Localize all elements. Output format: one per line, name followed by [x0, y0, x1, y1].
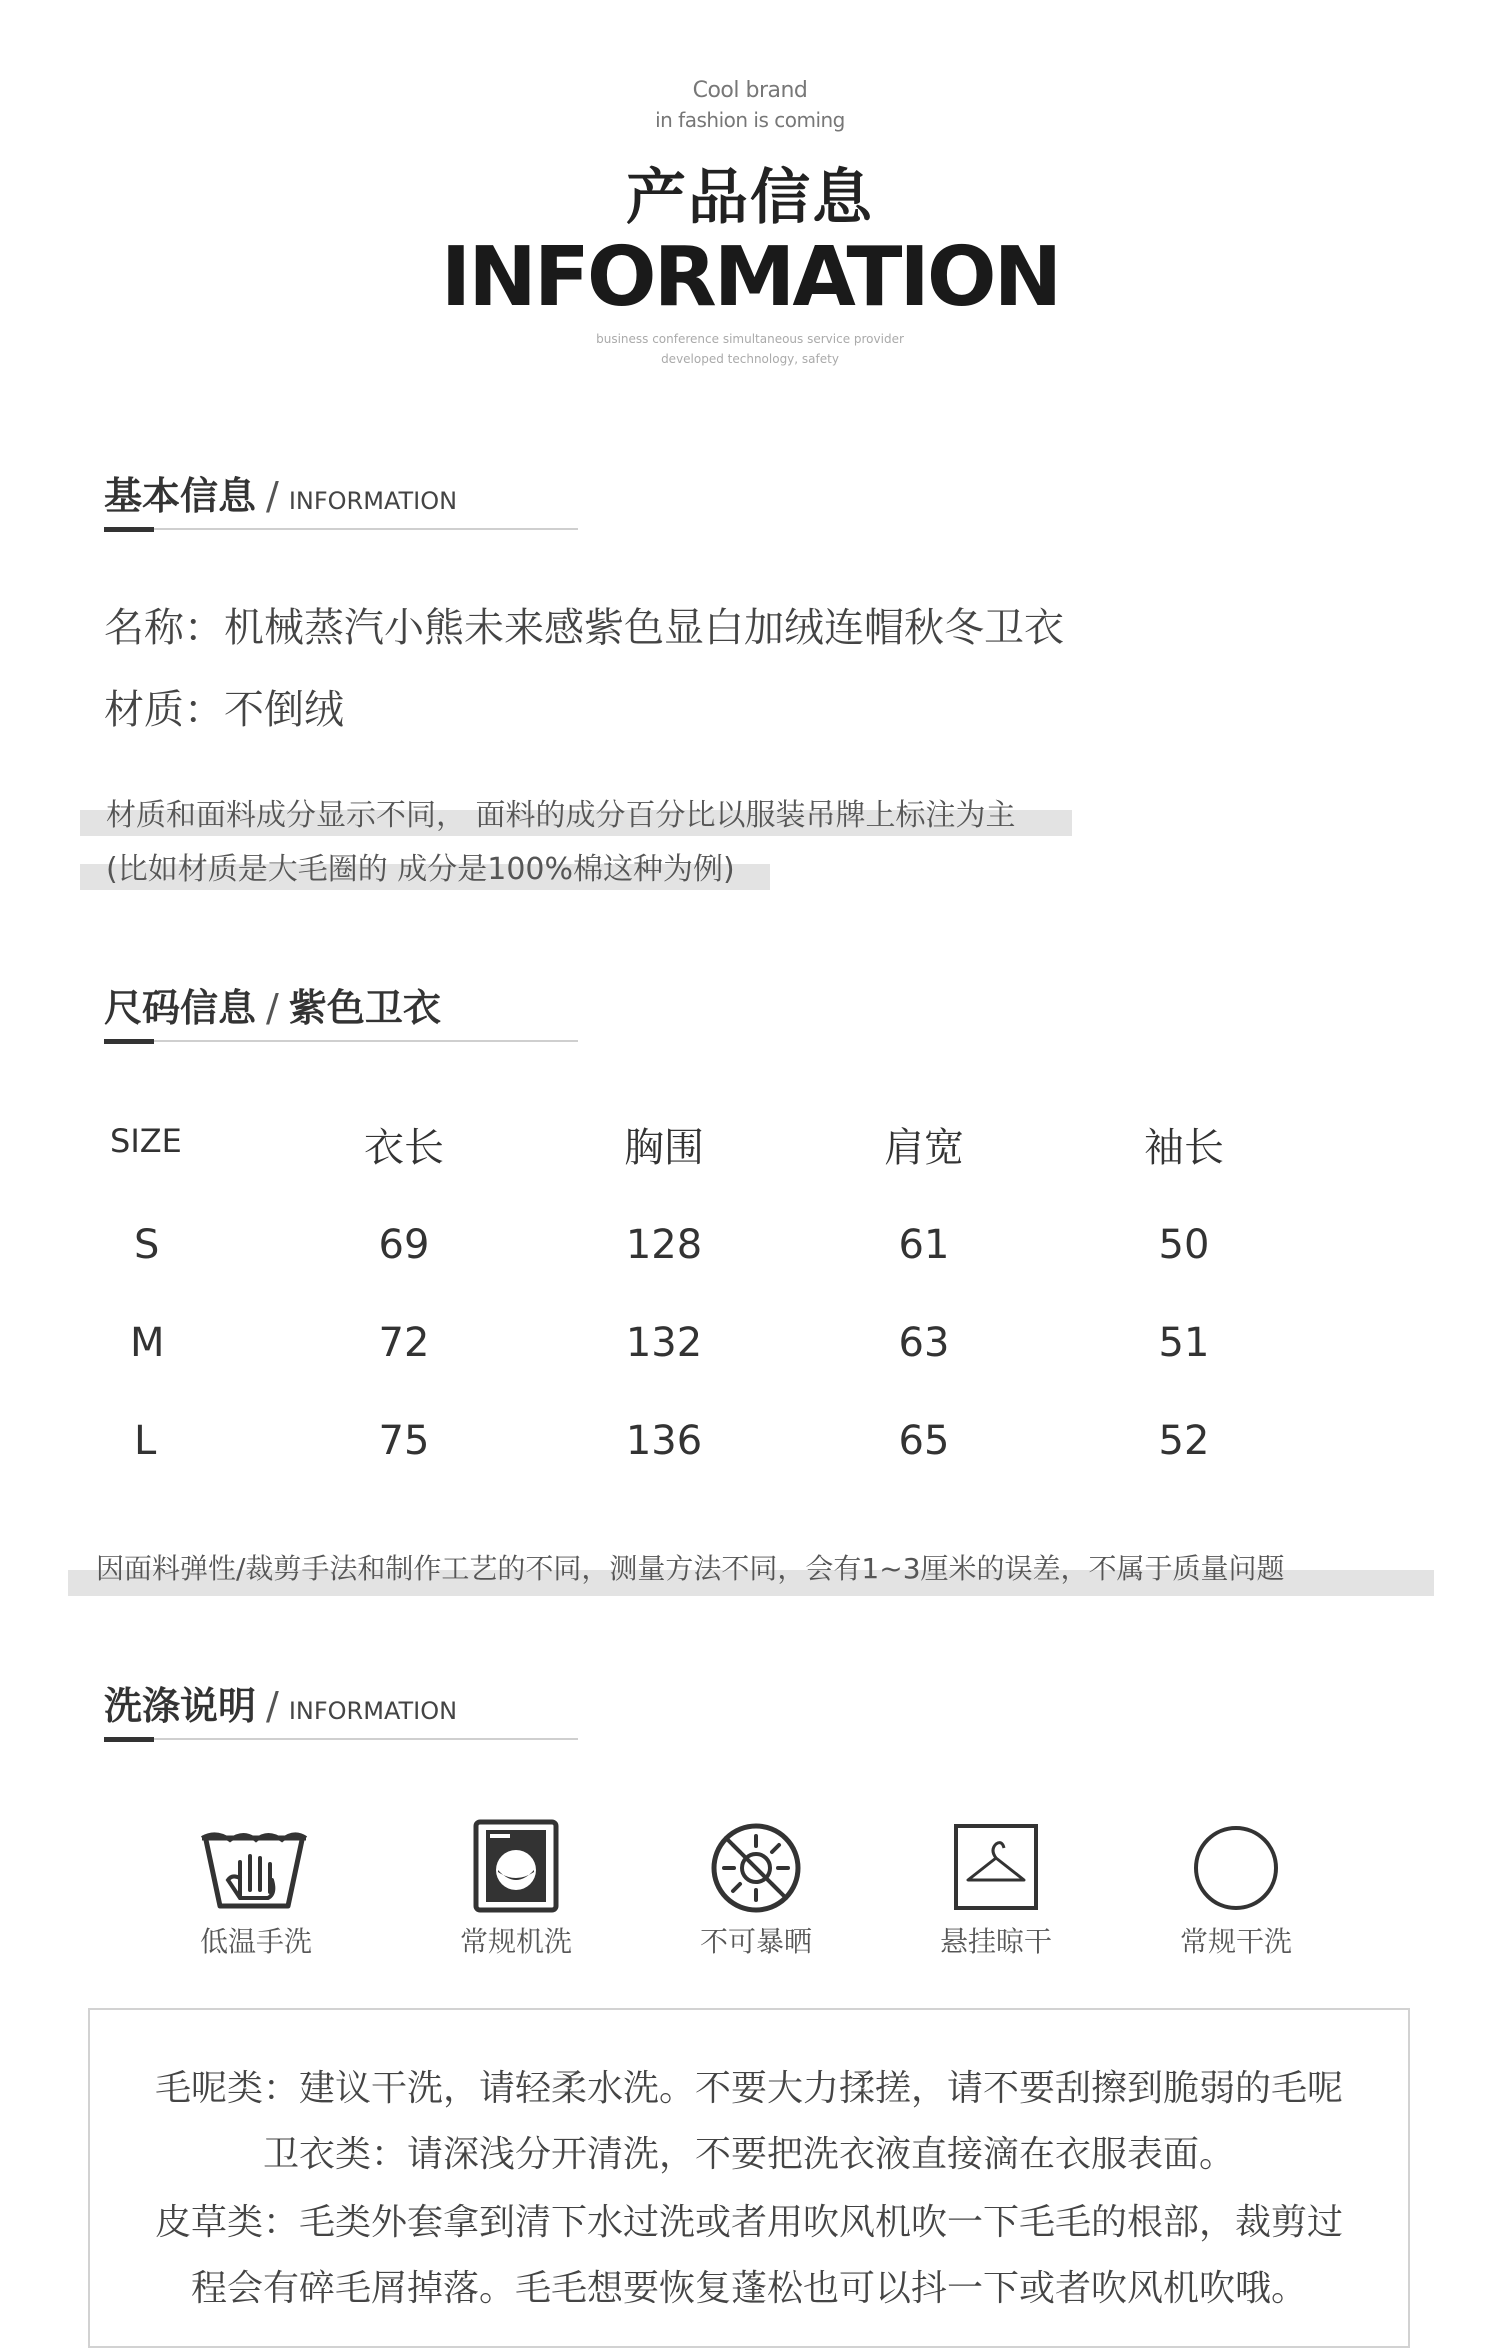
table-cell-shoulder: 65: [898, 1418, 950, 1464]
tagline-1: business conference simultaneous service provider: [596, 332, 904, 346]
size-info-title: 尺码信息: [104, 986, 257, 1030]
size-measure-note: 因面料弹性/裁剪手法和制作工艺的不同，测量方法不同，会有1~3厘米的误差，不属于质量问题: [96, 1552, 1285, 1585]
wash-info-slash: /: [266, 1684, 279, 1728]
length-header: 衣长: [364, 1125, 444, 1171]
dry-clean-icon: [1176, 1818, 1296, 1918]
table-cell-sleeve: 52: [1158, 1418, 1210, 1464]
table-row-size: L: [134, 1418, 157, 1464]
basic-info-title-en: INFORMATION: [288, 487, 458, 515]
table-cell-chest: 136: [625, 1418, 703, 1464]
basic-info-title: 基本信息: [104, 474, 257, 518]
table-cell-shoulder: 63: [898, 1320, 950, 1366]
wash-info-header: [104, 1682, 578, 1740]
no-sun-label: 不可暴晒: [699, 1925, 812, 1958]
size-info-header: [104, 984, 578, 1042]
table-cell-length: 75: [378, 1418, 430, 1464]
wash-info-title-en: INFORMATION: [288, 1697, 458, 1725]
page-title-en: INFORMATION: [440, 230, 1060, 325]
section-accent-bar: [104, 527, 154, 532]
table-cell-length: 69: [378, 1222, 430, 1268]
wash-line-wool: 毛呢类：建议干洗，请轻柔水洗。不要大力揉搓，请不要刮擦到脆弱的毛呢: [154, 2068, 1343, 2109]
dry-clean-label: 常规干洗: [1179, 1925, 1292, 1958]
no-sun-icon: [696, 1818, 816, 1918]
material-note-1: 材质和面料成分显示不同， 面料的成分百分比以服装吊牌上标注为主: [106, 798, 1016, 833]
size-info-slash: /: [266, 986, 279, 1030]
section-accent-bar: [104, 1039, 154, 1044]
table-cell-sleeve: 51: [1158, 1320, 1210, 1366]
table-row-size: S: [134, 1222, 160, 1268]
machine-wash-icon: [456, 1818, 576, 1918]
hand-wash-icon: [196, 1818, 316, 1918]
table-cell-chest: 132: [625, 1320, 703, 1366]
table-cell-chest: 128: [625, 1222, 703, 1268]
wash-line-fur: 皮草类：毛类外套拿到清下水过洗或者用吹风机吹一下毛毛的根部，裁剪过: [154, 2202, 1343, 2243]
machine-wash-label: 常规机洗: [459, 1925, 572, 1958]
tagline-2: developed technology, safety: [661, 352, 839, 366]
size-header: SIZE: [110, 1122, 182, 1160]
wash-line-hoodie: 卫衣类：请深浅分开清洗，不要把洗衣液直接滴在衣服表面。: [262, 2134, 1235, 2175]
basic-info-slash: /: [266, 474, 279, 518]
chest-header: 胸围: [624, 1125, 704, 1171]
size-info-subtitle: 紫色卫衣: [288, 986, 441, 1030]
table-cell-length: 72: [378, 1320, 430, 1366]
brand-line-2: in fashion is coming: [655, 108, 845, 132]
brand-line-1: Cool brand: [692, 78, 808, 103]
wash-info-title: 洗涤说明: [104, 1684, 257, 1728]
hang-dry-label: 悬挂晾干: [939, 1925, 1052, 1958]
wash-line-fur-cont: 程会有碎毛屑掉落。毛毛想要恢复蓬松也可以抖一下或者吹风机吹哦。: [190, 2268, 1307, 2309]
shoulder-header: 肩宽: [884, 1125, 964, 1171]
basic-info-header: [104, 472, 578, 530]
product-name: 名称：机械蒸汽小熊未来感紫色显白加绒连帽秋冬卫衣: [104, 605, 1064, 651]
material-note-2: (比如材质是大毛圈的 成分是100%棉这种为例): [106, 852, 735, 887]
page-title-cn: 产品信息: [626, 163, 874, 233]
table-row-size: M: [130, 1320, 165, 1366]
hang-dry-icon: [936, 1818, 1056, 1918]
product-material: 材质：不倒绒: [104, 687, 344, 733]
sleeve-header: 袖长: [1144, 1125, 1224, 1171]
table-cell-sleeve: 50: [1158, 1222, 1210, 1268]
hand-wash-label: 低温手洗: [199, 1925, 312, 1958]
section-accent-bar: [104, 1737, 154, 1742]
table-cell-shoulder: 61: [898, 1222, 950, 1268]
